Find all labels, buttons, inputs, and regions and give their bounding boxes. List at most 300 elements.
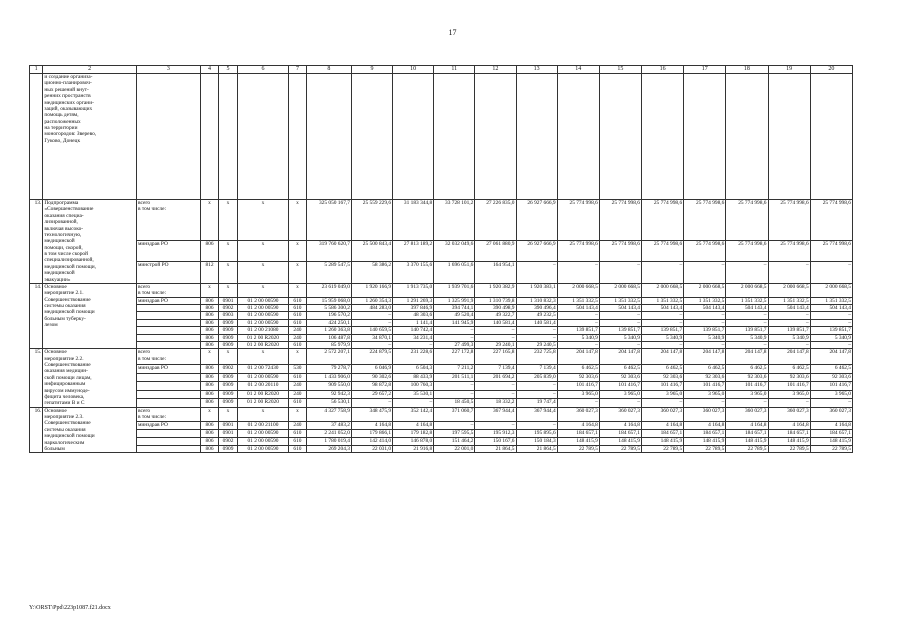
code-cell: 806 [200,373,219,382]
code-cell: 610 [289,297,306,304]
executor-cell [136,429,200,437]
amount-cell: 1 351 332,5 [768,297,810,304]
amount-cell: 25 774 998,6 [768,200,810,240]
amount-cell: 139 851,7 [726,327,768,334]
amount-cell: 1 920 383,1 [516,283,557,297]
amount-cell [306,74,351,200]
column-number: 19 [768,66,810,74]
amount-cell: 18 332,2 [475,399,516,408]
amount-cell: – [434,390,475,399]
amount-cell: 504 143,4 [557,305,599,312]
amount-cell: – [475,334,516,341]
amount-cell: 3 965,0 [684,390,726,399]
code-cell: x [289,262,306,284]
column-number: 11 [434,66,475,74]
amount-cell: 4 164,8 [351,422,392,430]
amount-cell: 204 147,8 [726,349,768,365]
table-row [30,437,853,445]
amount-cell: 85 979,9 [306,341,351,348]
amount-cell: 19 747,4 [516,399,557,408]
column-number: 16 [641,66,683,74]
amount-cell: 205 839,0 [516,373,557,382]
program-name-cell [43,283,137,348]
amount-cell: 504 143,4 [684,305,726,312]
amount-cell: 360 027,3 [599,407,641,422]
amount-cell: 25 774 998,6 [557,240,599,262]
code-cell: 806 [200,429,219,437]
amount-cell: – [599,399,641,408]
amount-cell: 151 464,2 [434,437,475,445]
amount-cell: 909 550,0 [306,382,351,391]
code-cell: 01 2 00 R2020 [237,341,288,348]
amount-cell: – [810,341,852,348]
amount-cell: 140 742,4 [393,327,434,334]
amount-cell: – [557,319,599,326]
executor-cell: всего в том числе: [136,200,200,240]
code-cell: 806 [200,422,219,430]
amount-cell: 29 657,2 [351,390,392,399]
amount-cell: 148 415,9 [768,437,810,445]
amount-cell: 22 789,5 [641,445,683,453]
amount-cell: 139 851,7 [810,327,852,334]
program-name: и создание организа- ционно-планировоч- ных решений внут- ренних пространств медицинских органи- заций, оказывающих помощь детям, расположенных на территории моногородов: Зверево, Гуково, Донецк [44,74,97,144]
amount-cell: 148 415,9 [726,437,768,445]
table-row [30,390,853,399]
column-number: 18 [726,66,768,74]
amount-cell: 49 322,7 [475,312,516,319]
column-number: 15 [599,66,641,74]
amount-cell: 98 872,8 [351,382,392,391]
amount-cell: 92 303,6 [684,373,726,382]
executor-cell [136,445,200,453]
amount-cell: 390 496,4 [516,305,557,312]
amount-cell: – [557,312,599,319]
amount-cell: 4 164,8 [726,422,768,430]
amount-cell: 21 916,8 [393,445,434,453]
amount-cell: 92 303,6 [641,373,683,382]
table-row [30,200,853,240]
code-cell: x [237,262,288,284]
amount-cell: 25 774 998,6 [810,240,852,262]
amount-cell: 146 878,0 [393,437,434,445]
amount-cell: 348 475,9 [351,407,392,422]
amount-cell: 6 462,5 [810,365,852,374]
amount-cell: 179 182,8 [393,429,434,437]
amount-cell: 1 696 051,6 [434,262,475,284]
code-cell: x [237,407,288,422]
code-cell: 240 [289,327,306,334]
amount-cell [516,74,557,200]
table-row [30,327,853,334]
amount-cell: 227 165,8 [475,349,516,365]
amount-cell: 184 657,1 [599,429,641,437]
code-cell: x [219,407,238,422]
amount-cell: 4 327 758,9 [306,407,351,422]
code-cell: 01 2 00 00590 [237,305,288,312]
amount-cell [393,74,434,200]
amount-cell: 32 032 049,6 [434,240,475,262]
amount-cell: 26 927 666,9 [516,240,557,262]
amount-cell: 6 462,5 [641,365,683,374]
amount-cell: 79 278,7 [306,365,351,374]
amount-cell: 148 415,9 [599,437,641,445]
amount-cell: 7 211,2 [434,365,475,374]
amount-cell: 150 184,3 [516,437,557,445]
amount-cell: 184 657,1 [726,429,768,437]
amount-cell: 25 774 998,6 [557,200,599,240]
amount-cell: 88 433,9 [393,373,434,382]
amount-cell: 1 351 332,5 [810,297,852,304]
amount-cell: – [475,390,516,399]
amount-cell: 6 462,5 [557,365,599,374]
amount-cell: 90 302,6 [351,373,392,382]
amount-cell: 504 143,4 [768,305,810,312]
executor-cell [136,327,200,334]
amount-cell: – [641,319,683,326]
code-cell: 0902 [219,437,238,445]
amount-cell: 352 142,4 [393,407,434,422]
code-cell: 240 [289,390,306,399]
executor-cell: минздрав РО [136,365,200,374]
amount-cell: 15 959 068,0 [306,297,351,304]
code-cell: 610 [289,312,306,319]
amount-cell: 35 530,1 [393,390,434,399]
code-cell: 0902 [219,365,238,374]
program-name-cell [43,200,137,284]
amount-cell [810,74,852,200]
amount-cell: 31 183 344,8 [393,200,434,240]
amount-cell: 7 139,4 [475,365,516,374]
code-cell: x [289,349,306,365]
amount-cell: – [434,334,475,341]
table-row [30,341,853,348]
code-cell: 806 [200,445,219,453]
file-path-footer: Y:\ORST\Ppd\223p1087.f21.docx [29,605,111,611]
code-cell: 610 [289,437,306,445]
amount-cell: 23 619 049,0 [306,283,351,297]
amount-cell: 224 879,5 [351,349,392,365]
amount-cell: 6 462,5 [726,365,768,374]
column-number: 6 [237,66,288,74]
amount-cell: 4 164,8 [641,422,683,430]
executor-cell: минздрав РО [136,297,200,304]
code-cell: 0909 [219,382,238,391]
amount-cell: 148 415,9 [684,437,726,445]
amount-cell: – [768,341,810,348]
amount-cell: 58 386,2 [351,262,392,284]
executor-cell [136,312,200,319]
amount-cell: 3 370 155,6 [393,262,434,284]
amount-cell: 1 351 332,5 [599,297,641,304]
amount-cell: 27 226 835,0 [475,200,516,240]
code-cell: x [289,407,306,422]
code-cell: 01 2 00 20110 [237,382,288,391]
amount-cell: 201 511,1 [434,373,475,382]
amount-cell: 1 260 354,3 [351,297,392,304]
amount-cell: 101 416,7 [684,382,726,391]
amount-cell: – [684,341,726,348]
amount-cell: 140 659,5 [351,327,392,334]
amount-cell: – [810,262,852,284]
amount-cell: – [810,312,852,319]
code-cell: 01 2 00 00590 [237,373,288,382]
amount-cell: 504 143,4 [599,305,641,312]
amount-cell: 197 595,5 [434,429,475,437]
amount-cell: – [557,399,599,408]
amount-cell: 1 141,4 [393,319,434,326]
amount-cell: 227 172,8 [434,349,475,365]
code-cell [219,74,238,200]
amount-cell: 5 586 300,2 [306,305,351,312]
column-number: 8 [306,66,351,74]
column-number: 14 [557,66,599,74]
code-cell: 610 [289,373,306,382]
code-cell: 01 2 00 72430 [237,365,288,374]
column-number: 10 [393,66,434,74]
code-cell: 806 [200,305,219,312]
amount-cell: 4 164,8 [393,422,434,430]
code-cell: x [237,240,288,262]
program-table [29,65,853,453]
table-row [30,349,853,365]
amount-cell: 148 415,9 [557,437,599,445]
executor-cell: всего в том числе: [136,407,200,422]
column-number: 4 [200,66,219,74]
amount-cell: – [768,319,810,326]
code-cell [200,74,219,200]
code-cell: x [219,240,238,262]
row-number: 14. [30,283,43,348]
code-cell: 610 [289,429,306,437]
amount-cell: 27 061 880,9 [475,240,516,262]
table-row [30,319,853,326]
code-cell: 01 2 00 R2020 [237,334,288,341]
code-cell: 812 [200,262,219,284]
amount-cell: 319 760 620,7 [306,240,351,262]
amount-cell: – [516,334,557,341]
table-row [30,74,853,200]
amount-cell: – [810,319,852,326]
amount-cell [434,74,475,200]
table-row [30,297,853,304]
amount-cell: 195 895,6 [516,429,557,437]
column-number: 1 [30,66,43,74]
amount-cell: 5 340,9 [810,334,852,341]
amount-cell: – [641,341,683,348]
code-cell: 01 2 00 21100 [237,422,288,430]
amount-cell: 4 164,8 [557,422,599,430]
amount-cell: 2 000 668,5 [599,283,641,297]
table-row [30,373,853,382]
code-cell: 806 [200,365,219,374]
amount-cell: 6 462,5 [684,365,726,374]
amount-cell: 101 416,7 [768,382,810,391]
amount-cell: 139 851,7 [599,327,641,334]
amount-cell: 367 944,4 [516,407,557,422]
amount-cell [351,74,392,200]
table-row [30,382,853,391]
amount-cell: 360 027,3 [768,407,810,422]
amount-cell: – [434,422,475,430]
code-cell: 01 2 00 00590 [237,297,288,304]
amount-cell: 325 050 167,7 [306,200,351,240]
code-cell: 01 2 00 00590 [237,437,288,445]
amount-cell: 22 001,0 [434,445,475,453]
column-number: 17 [684,66,726,74]
code-cell: 0909 [219,373,238,382]
code-cell: 0909 [219,445,238,453]
amount-cell: 29 240,1 [475,341,516,348]
amount-cell: 33 728 101,2 [434,200,475,240]
amount-cell: – [516,262,557,284]
amount-cell: – [768,399,810,408]
amount-cell: – [726,341,768,348]
amount-cell: 4 164,8 [768,422,810,430]
amount-cell: 92 942,3 [306,390,351,399]
amount-cell: 25 774 998,6 [684,240,726,262]
amount-cell: 34 231,4 [393,334,434,341]
amount-cell: 394 744,1 [434,305,475,312]
code-cell: 806 [200,312,219,319]
page-number: 17 [448,28,457,37]
amount-cell: 2 000 668,5 [684,283,726,297]
amount-cell: – [516,390,557,399]
amount-cell: 1 310 739,8 [475,297,516,304]
amount-cell: 92 303,6 [599,373,641,382]
amount-cell: 1 310 832,3 [516,297,557,304]
amount-cell: 360 027,3 [810,407,852,422]
amount-cell: 21 864,5 [516,445,557,453]
row-number: 16. [30,407,43,453]
amount-cell: 424 250,1 [306,319,351,326]
table-row [30,407,853,422]
amount-cell: 504 143,4 [726,305,768,312]
code-cell: 0909 [219,327,238,334]
table-row [30,305,853,312]
table-row [30,283,853,297]
amount-cell: 204 147,8 [641,349,683,365]
amount-cell: 184 657,1 [768,429,810,437]
code-cell: x [200,349,219,365]
code-cell: 530 [289,365,306,374]
program-name-cell [43,407,137,453]
amount-cell: 92 303,6 [726,373,768,382]
amount-cell [684,74,726,200]
amount-cell: 34 870,1 [351,334,392,341]
amount-cell: – [475,327,516,334]
code-cell: 01 2 00 00590 [237,429,288,437]
amount-cell: 1 325 991,9 [434,297,475,304]
code-cell: x [219,349,238,365]
amount-cell: – [684,262,726,284]
amount-cell: 142 414,0 [351,437,392,445]
amount-cell: 5 340,9 [684,334,726,341]
amount-cell: 92 303,6 [810,373,852,382]
executor-cell: минстрой РО [136,262,200,284]
amount-cell [768,74,810,200]
amount-cell: 140 581,4 [475,319,516,326]
amount-cell: 7 139,4 [516,365,557,374]
amount-cell: – [599,312,641,319]
amount-cell: 367 944,4 [475,407,516,422]
table-row [30,365,853,374]
executor-cell: минздрав РО [136,422,200,430]
amount-cell: 196 570,2 [306,312,351,319]
amount-cell: 25 774 998,6 [684,200,726,240]
amount-cell: 1 913 735,0 [393,283,434,297]
amount-cell: 2 000 668,5 [641,283,683,297]
amount-cell: 101 416,7 [810,382,852,391]
amount-cell: – [768,312,810,319]
amount-cell: – [557,341,599,348]
amount-cell: 37 483,2 [306,422,351,430]
amount-cell: 2 000 668,5 [726,283,768,297]
code-cell: 0909 [219,334,238,341]
amount-cell: 3 965,0 [641,390,683,399]
executor-cell [136,319,200,326]
amount-cell: – [351,319,392,326]
amount-cell: 25 559 229,6 [351,200,392,240]
code-cell: 806 [200,327,219,334]
column-number-row [30,66,853,74]
amount-cell: 204 147,8 [557,349,599,365]
amount-cell: 6 504,3 [393,365,434,374]
amount-cell: – [434,327,475,334]
code-cell: 01 2 00 00590 [237,319,288,326]
executor-cell [136,399,200,408]
amount-cell: 1 920 166,9 [351,283,392,297]
code-cell: 240 [289,334,306,341]
amount-cell: 25 774 998,6 [810,200,852,240]
amount-cell: – [393,341,434,348]
amount-cell: 360 027,3 [641,407,683,422]
amount-cell: 201 694,2 [475,373,516,382]
amount-cell [557,74,599,200]
amount-cell: 92 303,6 [768,373,810,382]
amount-cell: 2 241 052,0 [306,429,351,437]
amount-cell: – [475,382,516,391]
amount-cell: 184 657,1 [810,429,852,437]
amount-cell: 5 340,9 [641,334,683,341]
amount-cell: 204 147,8 [684,349,726,365]
amount-cell: – [393,399,434,408]
amount-cell: 1 351 332,5 [557,297,599,304]
amount-cell: 100 760,3 [393,382,434,391]
amount-cell: 139 851,7 [557,327,599,334]
amount-cell: 25 774 998,6 [641,200,683,240]
amount-cell: 371 060,7 [434,407,475,422]
amount-cell: 140 581,4 [516,319,557,326]
code-cell: x [200,283,219,297]
amount-cell: – [516,422,557,430]
amount-cell: 3 965,0 [599,390,641,399]
table-row [30,334,853,341]
code-cell: 610 [289,305,306,312]
code-cell: 0901 [219,297,238,304]
column-number: 13 [516,66,557,74]
amount-cell: 195 912,3 [475,429,516,437]
code-cell: 806 [200,437,219,445]
amount-cell: 25 774 998,6 [599,200,641,240]
code-cell: 0909 [219,390,238,399]
executor-cell [136,334,200,341]
amount-cell: 148 415,9 [810,437,852,445]
code-cell: 0901 [219,422,238,430]
program-name: Основное мероприятие 2.1. Совершенствование системы оказания медицинской помощи больным туберку- лезом [44,283,95,329]
table-row [30,312,853,319]
amount-cell: 26 927 666,9 [516,200,557,240]
column-number: 20 [810,66,852,74]
